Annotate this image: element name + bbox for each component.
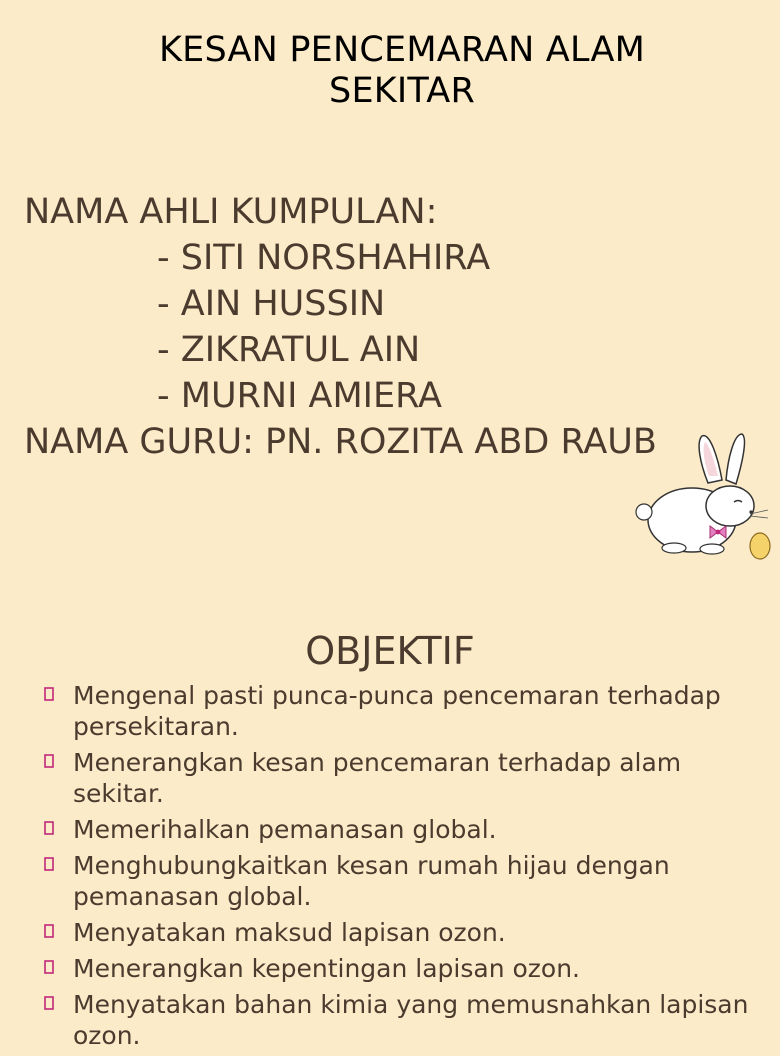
objectives-title: OBJEKTIF bbox=[305, 629, 475, 673]
objective-text: Menerangkan kesan pencemaran terhadap alam sekitar. bbox=[73, 748, 682, 808]
bullet-icon bbox=[44, 924, 54, 938]
slide-title bbox=[60, 30, 744, 112]
group-member: - ZIKRATUL AIN bbox=[157, 330, 421, 370]
slide-title-line-2: SEKITAR bbox=[329, 71, 475, 111]
group-member: - SITI NORSHAHIRA bbox=[157, 238, 491, 278]
list-item bbox=[0, 953, 768, 984]
bullet-icon bbox=[44, 687, 54, 701]
slide-title-line-1: KESAN PENCEMARAN ALAM bbox=[158, 30, 645, 70]
teacher-name: NAMA GURU: PN. ROZITA ABD RAUB bbox=[24, 422, 657, 462]
rabbit-illustration bbox=[630, 428, 770, 568]
list-item bbox=[0, 850, 768, 912]
bullet-icon bbox=[44, 960, 54, 974]
objective-text: Mengenal pasti punca-punca pencemaran terhadap persekitaran. bbox=[73, 681, 721, 741]
list-item bbox=[0, 989, 768, 1051]
objectives-list bbox=[0, 680, 768, 1056]
objective-text: Menghubungkaitkan kesan rumah hijau dengan pemanasan global. bbox=[73, 851, 670, 911]
objective-text: Menyatakan maksud lapisan ozon. bbox=[73, 918, 506, 947]
group-members-label: NAMA AHLI KUMPULAN: bbox=[24, 192, 438, 232]
list-item bbox=[0, 814, 768, 845]
objective-text: Menyatakan bahan kimia yang memusnahkan lapisan ozon. bbox=[73, 990, 749, 1050]
bullet-icon bbox=[44, 996, 54, 1010]
list-item bbox=[0, 680, 768, 742]
group-member: - AIN HUSSIN bbox=[157, 284, 386, 324]
objective-text: Menerangkan kepentingan lapisan ozon. bbox=[73, 954, 580, 983]
bullet-icon bbox=[44, 857, 54, 871]
bullet-icon bbox=[44, 754, 54, 768]
objective-text: Memerihalkan pemanasan global. bbox=[73, 815, 497, 844]
list-item bbox=[0, 747, 768, 809]
bullet-icon bbox=[44, 821, 54, 835]
group-member: - MURNI AMIERA bbox=[157, 376, 442, 416]
list-item bbox=[0, 917, 768, 948]
